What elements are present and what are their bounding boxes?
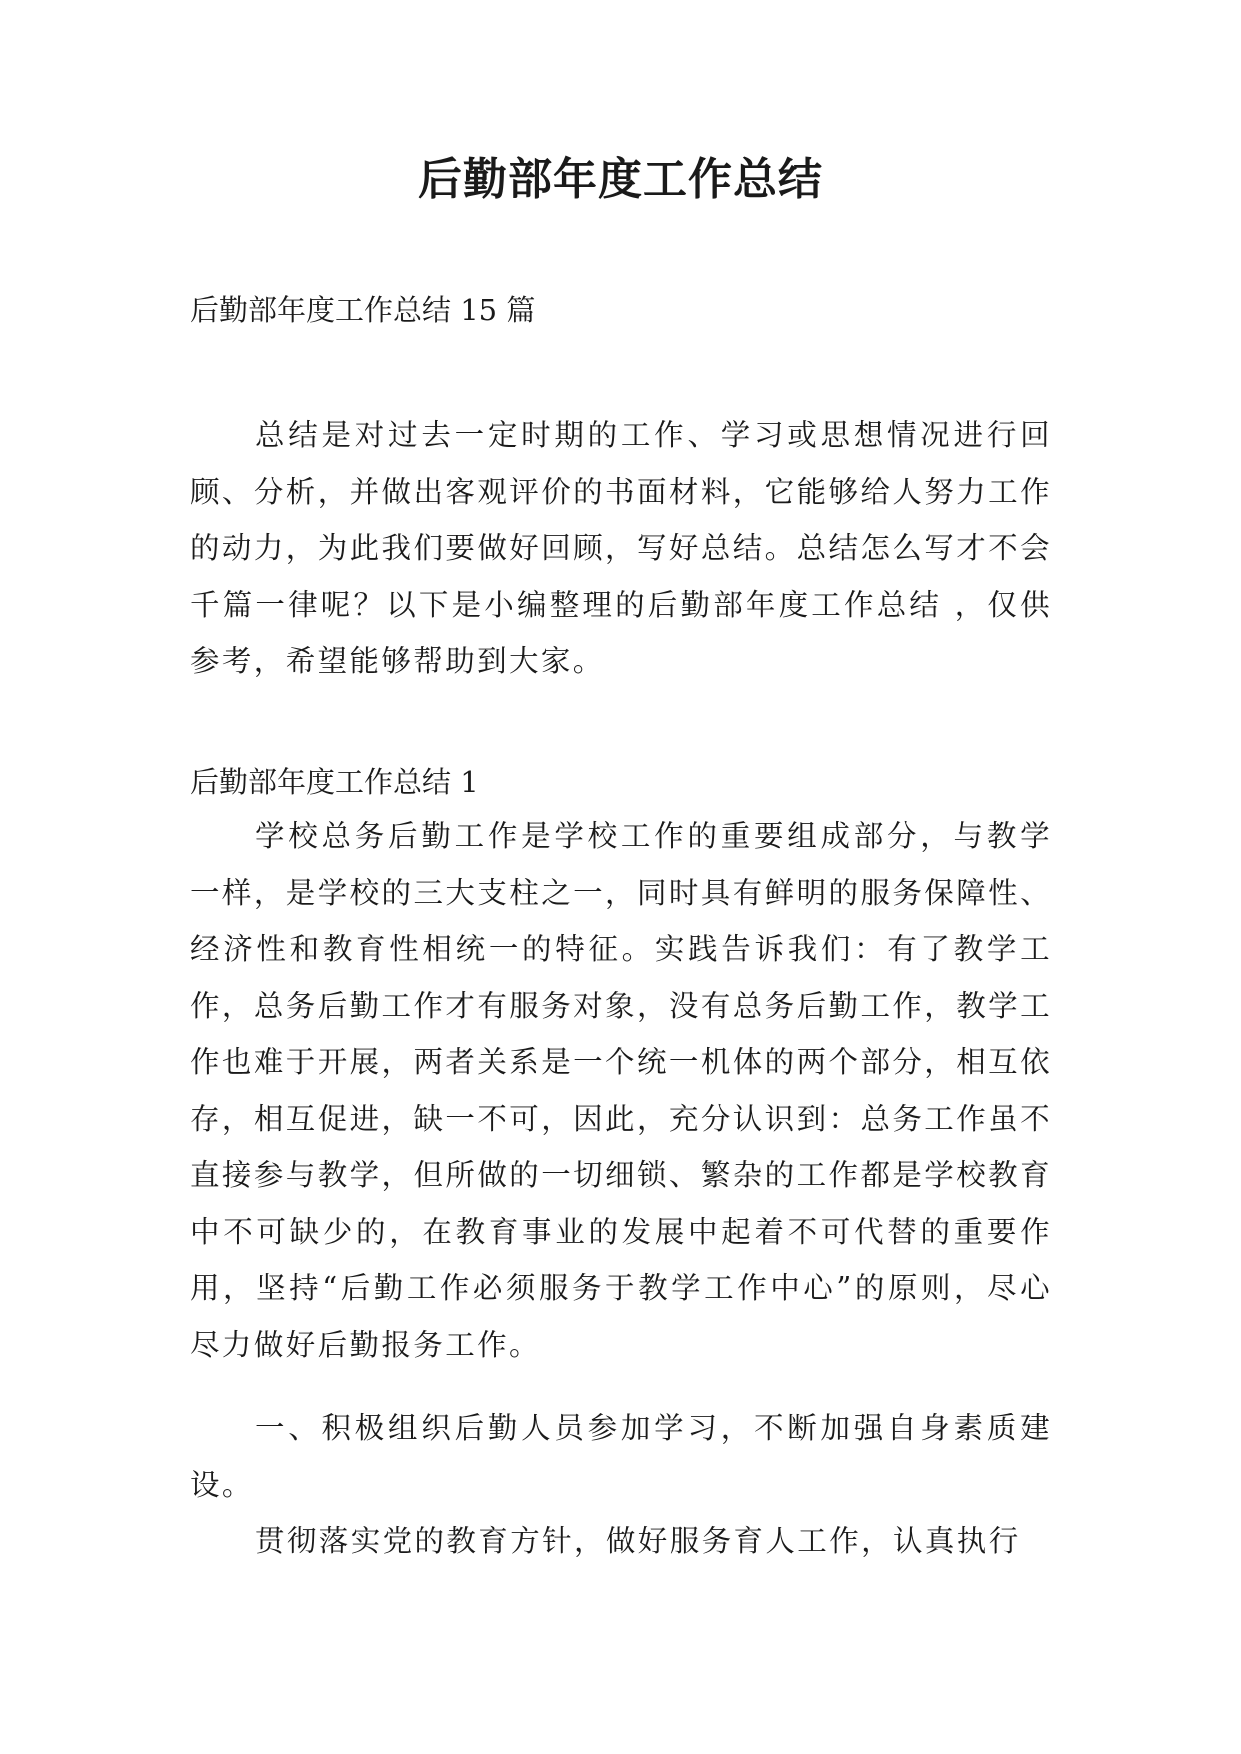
- document-title: 后勤部年度工作总结: [418, 154, 823, 205]
- point-one-detail-paragraph: 贯彻落实党的教育方针，做好服务育人工作，认真执行: [255, 1524, 1021, 1558]
- section-paragraph: 学校总务后勤工作是学校工作的重要组成部分，与教学一样，是学校的三大支柱之一，同时具有鲜明的服务保障性、经济性和教育性相统一的特征。实践告诉我们：有了教学工作，总务后勤工作才有服务对象，没有总务后勤工作，教学工作也难于开展，两者关系是一个统一机体的两个部分，相互依存，相互促进，缺一不可，因此，充分认识到：总务工作虽不直接参与教学，但所做的一切细锁、繁杂的工作都是学校教育中不可缺少的，在教育事业的发展中起着不可代替的重要作用，坚持“后勤工作必须服务于教学工作中心”的原则，尽心尽力做好后勤报务工作。: [190, 819, 1052, 1362]
- document-subtitle: 后勤部年度工作总结 15 篇: [190, 293, 536, 327]
- intro-paragraph: 总结是对过去一定时期的工作、学习或思想情况进行回顾、分析，并做出客观评价的书面材料，它能够给人努力工作的动力，为此我们要做好回顾，写好总结。总结怎么写才不会千篇一律呢？以下是小编整理的后勤部年度工作总结 ，仅供参考，希望能够帮助到大家。: [190, 418, 1052, 678]
- point-one-paragraph: 一、积极组织后勤人员参加学习，不断加强自身素质建设。: [190, 1411, 1052, 1502]
- section-heading: 后勤部年度工作总结 1: [190, 765, 479, 799]
